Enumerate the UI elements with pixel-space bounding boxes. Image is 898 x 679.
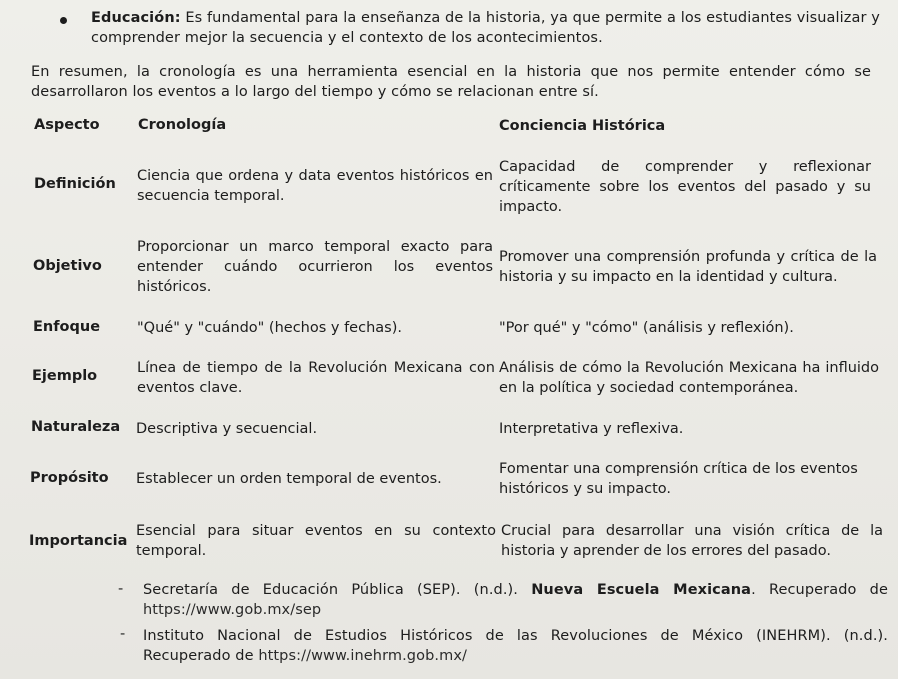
header-aspect: Aspecto bbox=[34, 117, 100, 133]
reference-dash: - bbox=[120, 626, 126, 642]
reference-inehrm bbox=[143, 626, 888, 666]
row-chron-enfoque: "Qué" y "cuándo" (hechos y fechas). bbox=[137, 320, 402, 336]
reference-sep-title: Nueva Escuela Mexicana bbox=[531, 582, 752, 598]
bullet-term: Educación: bbox=[91, 10, 181, 26]
header-cronologia: Cronología bbox=[138, 117, 227, 133]
summary-paragraph: En resumen, la cronología es una herramienta esencial en la historia que nos permite entender cómo se desarrollaron los eventos a lo largo del tiempo y cómo se relacionan entre sí. bbox=[31, 64, 871, 100]
reference-sep-link[interactable]: https://www.gob.mx/sep bbox=[143, 602, 322, 618]
row-chron-definicion: Ciencia que ordena y data eventos históricos en secuencia temporal. bbox=[137, 168, 493, 204]
row-hist-proposito: Fomentar una comprensión crítica de los eventos históricos y su impacto. bbox=[499, 461, 858, 497]
row-chron-naturaleza: Descriptiva y secuencial. bbox=[136, 421, 318, 437]
bullet-dot bbox=[60, 17, 67, 24]
row-aspect-proposito: Propósito bbox=[30, 470, 109, 486]
row-hist-ejemplo: Análisis de cómo la Revolución Mexicana ha influido en la política y sociedad contemporánea. bbox=[499, 360, 879, 396]
reference-inehrm-link[interactable]: https://www.inehrm.gob.mx/ bbox=[258, 648, 467, 664]
row-aspect-importancia: Importancia bbox=[29, 533, 128, 549]
row-chron-objetivo: Proporcionar un marco temporal exacto para entender cuándo ocurrieron los eventos históricos. bbox=[137, 239, 493, 295]
row-hist-objetivo: Promover una comprensión profunda y crítica de la historia y su impacto en la identidad y cultura. bbox=[499, 249, 877, 285]
reference-inehrm-text: Instituto Nacional de Estudios Históricos de las Revoluciones de México (INEHRM). (n.d.). Recuperado de bbox=[143, 628, 888, 664]
row-aspect-definicion: Definición bbox=[34, 176, 116, 192]
header-conciencia: Conciencia Histórica bbox=[499, 118, 666, 134]
row-aspect-objetivo: Objetivo bbox=[33, 258, 102, 274]
row-hist-enfoque: "Por qué" y "cómo" (análisis y reflexión). bbox=[499, 320, 794, 336]
reference-sep-text: Secretaría de Educación Pública (SEP). (n.d.). bbox=[143, 582, 532, 598]
reference-sep bbox=[143, 580, 888, 620]
row-aspect-enfoque: Enfoque bbox=[33, 319, 101, 335]
bullet-paragraph bbox=[91, 8, 881, 48]
row-aspect-naturaleza: Naturaleza bbox=[31, 419, 121, 435]
row-hist-importancia: Crucial para desarrollar una visión crítica de la historia y aprender de los errores del pasado. bbox=[501, 523, 883, 559]
row-hist-naturaleza: Interpretativa y reflexiva. bbox=[499, 421, 684, 437]
reference-dash: - bbox=[118, 581, 124, 597]
row-hist-definicion: Capacidad de comprender y reflexionar críticamente sobre los eventos del pasado y su impacto. bbox=[499, 159, 871, 215]
row-chron-ejemplo: Línea de tiempo de la Revolución Mexicana con eventos clave. bbox=[137, 360, 495, 396]
row-aspect-ejemplo: Ejemplo bbox=[32, 368, 98, 384]
row-chron-proposito: Establecer un orden temporal de eventos. bbox=[136, 471, 442, 487]
reference-sep-post: . Recuperado de bbox=[751, 582, 888, 598]
bullet-text: Es fundamental para la enseñanza de la historia, ya que permite a los estudiantes visualizar y comprender mejor la secuencia y el contexto de los acontecimientos. bbox=[91, 10, 880, 46]
row-chron-importancia: Esencial para situar eventos en su contexto temporal. bbox=[136, 523, 496, 559]
